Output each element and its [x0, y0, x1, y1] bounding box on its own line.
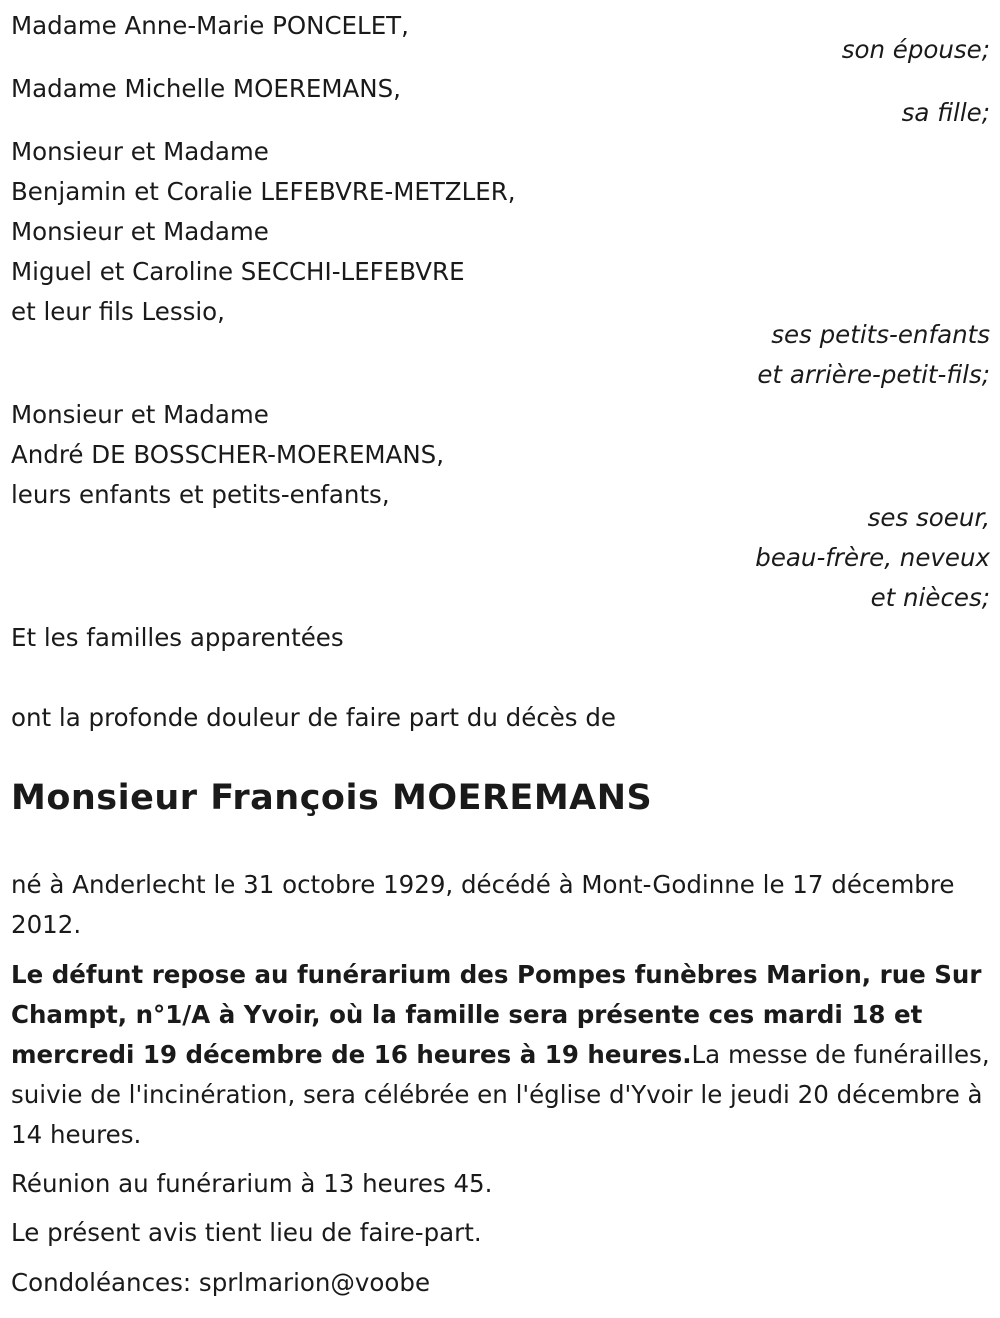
sister-line: Monsieur et Madame	[11, 400, 269, 429]
notice-text: Le présent avis tient lieu de faire-part.	[11, 1218, 482, 1247]
sister-role: ses soeur,	[867, 503, 990, 532]
sister-role: beau-frère, neveux	[755, 543, 990, 572]
spouse-name: Madame Anne-Marie PONCELET,	[11, 11, 409, 40]
sister-role: et nièces;	[870, 583, 990, 612]
grandchildren-line: et leur fils Lessio,	[11, 297, 225, 326]
daughter-name: Madame Michelle MOEREMANS,	[11, 74, 401, 103]
spouse-role: son épouse;	[841, 35, 990, 64]
condolences-text: Condoléances: sprlmarion@voobe	[11, 1268, 431, 1297]
deceased-name: Monsieur François MOEREMANS	[11, 778, 653, 818]
grandchildren-line: Miguel et Caroline SECCHI-LEFEBVRE	[11, 257, 465, 286]
birth-death-text: né à Anderlecht le 31 octobre 1929, décédé à Mont-Godinne le 17 décembre 2012.	[11, 870, 955, 939]
meeting-text: Réunion au funérarium à 13 heures 45.	[11, 1169, 493, 1198]
daughter-role: sa fille;	[901, 98, 990, 127]
sister-line: André DE BOSSCHER-MOEREMANS,	[11, 440, 444, 469]
grandchildren-role: ses petits-enfants	[771, 320, 990, 349]
grandchildren-line: Monsieur et Madame	[11, 137, 269, 166]
related-families: Et les familles apparentées	[11, 623, 344, 652]
announcement-text: ont la profonde douleur de faire part du décès de	[11, 703, 616, 732]
grandchildren-role: et arrière-petit-fils;	[757, 360, 990, 389]
grandchildren-line: Monsieur et Madame	[11, 217, 269, 246]
sister-line: leurs enfants et petits-enfants,	[11, 480, 390, 509]
funeral-regular-text: La messe de funérailles, suivie de l'incinération, sera célébrée en l'église d'Yvoir le jeudi 20 décembre à 14 heures.	[11, 1040, 990, 1149]
funeral-bold-text: Le défunt repose au funérarium des Pompes funèbres Marion, rue Sur Champt, n°1/A à Yvoir, où la famille sera présente ces mardi 18 et mercredi 19 décembre de 16 heures à 19 heures.	[11, 960, 982, 1069]
grandchildren-line: Benjamin et Coralie LEFEBVRE-METZLER,	[11, 177, 516, 206]
funeral-paragraph	[11, 955, 996, 1155]
